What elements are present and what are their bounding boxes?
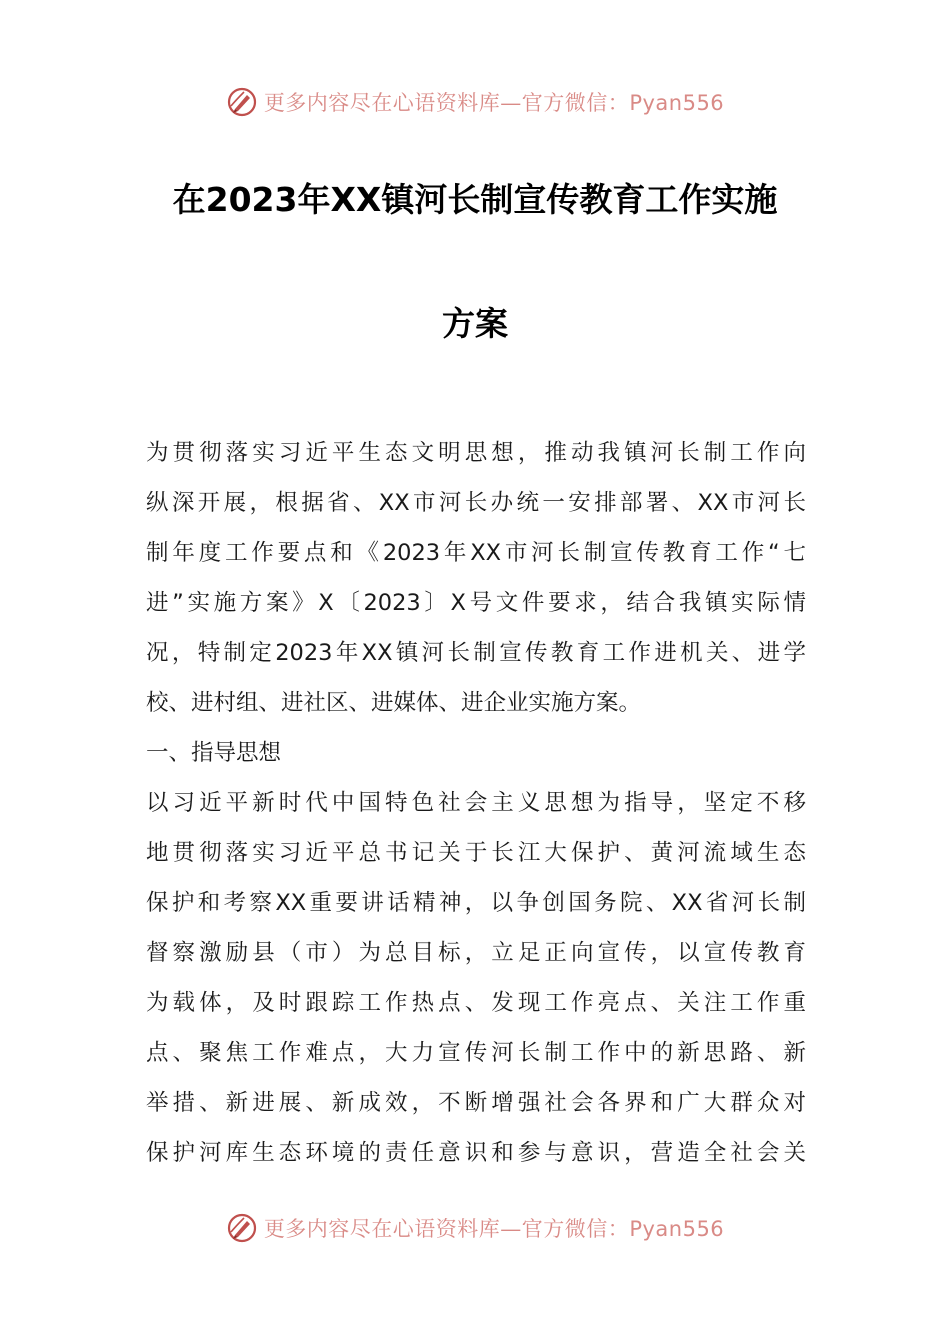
guiding-line-1: 以习近平新时代中国特色社会主义思想为指导，坚定不移 bbox=[146, 790, 806, 816]
banner-wechat-id: Pyan556 bbox=[629, 91, 725, 115]
guiding-line-4: 督察激励县（市）为总目标，立足正向宣传，以宣传教育 bbox=[146, 940, 806, 966]
section-heading: 一、指导思想 bbox=[146, 740, 282, 766]
guiding-line-5: 为载体，及时跟踪工作热点、发现工作亮点、关注工作重 bbox=[146, 990, 806, 1016]
guiding-line-6: 点、聚焦工作难点，大力宣传河长制工作中的新思路、新 bbox=[146, 1040, 806, 1066]
banner-text: 更多内容尽在心语资料库—官方微信：Pyan556 bbox=[263, 1217, 725, 1241]
document-title-line-2: 方案 bbox=[442, 304, 508, 343]
intro-line-1: 为贯彻落实习近平生态文明思想，推动我镇河长制工作向 bbox=[146, 440, 806, 466]
intro-line-3: 制年度工作要点和《2023年XX市河长制宣传教育工作“七 bbox=[146, 540, 806, 566]
footer-banner bbox=[0, 1208, 950, 1248]
document-title-line-1: 在2023年XX镇河长制宣传教育工作实施 bbox=[172, 180, 778, 219]
banner-text: 更多内容尽在心语资料库—官方微信：Pyan556 bbox=[263, 91, 725, 115]
document-body bbox=[146, 428, 806, 1178]
pen-logo-icon bbox=[226, 86, 258, 118]
banner-wechat-id: Pyan556 bbox=[629, 1217, 725, 1241]
header-banner bbox=[0, 82, 950, 122]
guiding-line-3: 保护和考察XX重要讲话精神，以争创国务院、XX省河长制 bbox=[146, 890, 806, 916]
pen-logo-icon bbox=[226, 1212, 258, 1244]
intro-line-5: 况，特制定2023年XX镇河长制宣传教育工作进机关、进学 bbox=[146, 640, 806, 666]
intro-line-6: 校、进村组、进社区、进媒体、进企业实施方案。 bbox=[146, 690, 642, 716]
guiding-line-8: 保护河库生态环境的责任意识和参与意识，营造全社会关 bbox=[146, 1140, 806, 1166]
intro-line-2: 纵深开展，根据省、XX市河长办统一安排部署、XX市河长 bbox=[146, 490, 806, 516]
guiding-line-7: 举措、新进展、新成效，不断增强社会各界和广大群众对 bbox=[146, 1090, 806, 1116]
guiding-line-2: 地贯彻落实习近平总书记关于长江大保护、黄河流域生态 bbox=[146, 840, 806, 866]
intro-line-4: 进”实施方案》X〔2023〕X号文件要求，结合我镇实际情 bbox=[146, 590, 806, 616]
